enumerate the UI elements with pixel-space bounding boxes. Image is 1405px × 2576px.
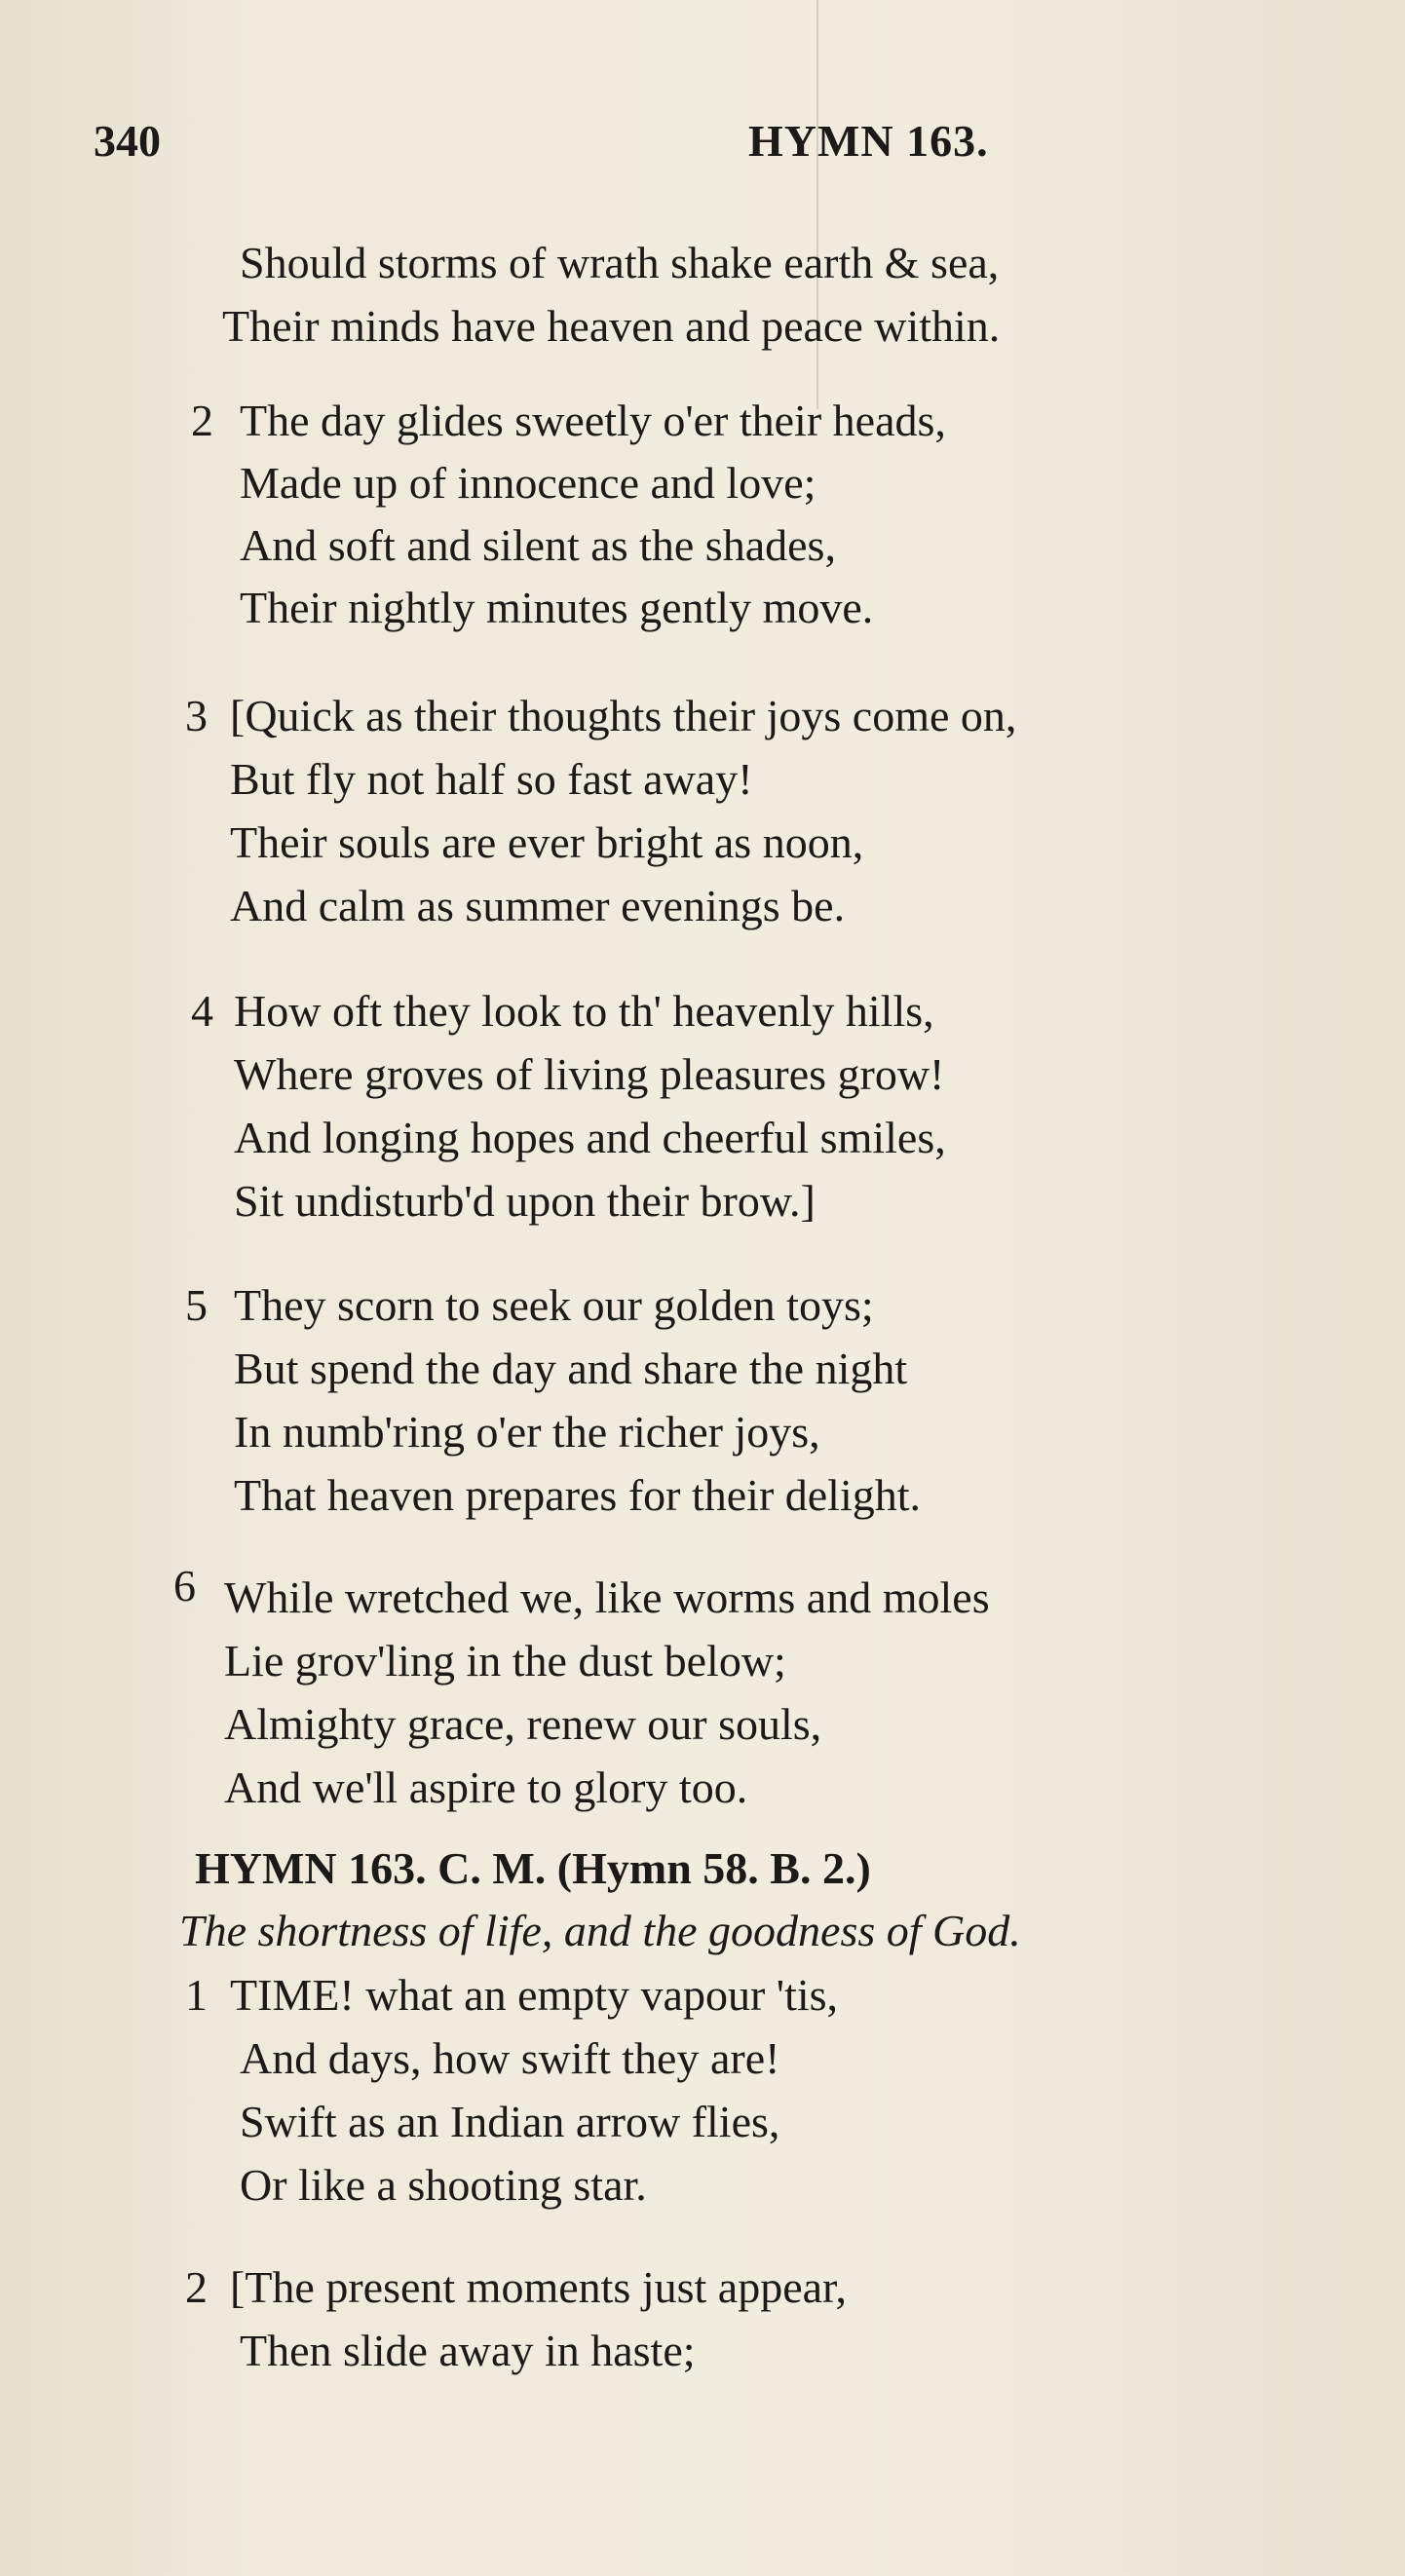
stanza-number: 2 bbox=[185, 2262, 208, 2312]
hymn-subtitle: The shortness of life, and the goodness of God. bbox=[179, 1906, 1021, 1955]
page-number: 340 bbox=[94, 116, 161, 166]
stanza-line: [Quick as their thoughts their joys come on, bbox=[230, 691, 1017, 740]
stanza-number: 1 bbox=[185, 1970, 208, 2020]
stanza-line: Sit undisturb'd upon their brow.] bbox=[234, 1176, 816, 1226]
stanza-line: TIME! what an empty vapour 'tis, bbox=[230, 1970, 839, 2020]
stanza-number: 2 bbox=[191, 396, 213, 445]
stanza-line: How oft they look to th' heavenly hills, bbox=[234, 986, 934, 1036]
stanza-line: Where groves of living pleasures grow! bbox=[234, 1049, 945, 1099]
stanza-line: Their souls are ever bright as noon, bbox=[230, 817, 864, 867]
stanza-line: While wretched we, like worms and moles bbox=[224, 1572, 990, 1622]
stanza-number: 3 bbox=[185, 691, 208, 740]
stanza-line: But spend the day and share the night bbox=[234, 1344, 908, 1393]
running-head: HYMN 163. bbox=[748, 116, 989, 166]
stanza-number: 6 bbox=[173, 1561, 196, 1610]
stanza-line: Should storms of wrath shake earth & sea, bbox=[240, 238, 1000, 287]
page-header bbox=[94, 115, 1311, 173]
stanza-line: And calm as summer evenings be. bbox=[230, 881, 846, 930]
stanza-line: Almighty grace, renew our souls, bbox=[224, 1699, 822, 1749]
stanza-line: Made up of innocence and love; bbox=[240, 458, 816, 508]
stanza-line: They scorn to seek our golden toys; bbox=[234, 1280, 874, 1330]
stanza-line: Swift as an Indian arrow flies, bbox=[240, 2097, 780, 2146]
stanza-line: Or like a shooting star. bbox=[240, 2160, 647, 2210]
stanza-line: Then slide away in haste; bbox=[240, 2326, 696, 2375]
stanza-line: [The present moments just appear, bbox=[230, 2262, 848, 2312]
stanza-line: Lie grov'ling in the dust below; bbox=[224, 1636, 786, 1686]
stanza-line: And days, how swift they are! bbox=[240, 2033, 780, 2083]
stanza-line: In numb'ring o'er the richer joys, bbox=[234, 1407, 820, 1457]
stanza-line: And longing hopes and cheerful smiles, bbox=[234, 1113, 946, 1162]
stanza-line: The day glides sweetly o'er their heads, bbox=[240, 396, 946, 445]
stanza-number: 5 bbox=[185, 1280, 208, 1330]
stanza-line: That heaven prepares for their delight. bbox=[234, 1470, 922, 1520]
stanza-number: 4 bbox=[191, 986, 213, 1036]
hymn-heading: HYMN 163. C. M. (Hymn 58. B. 2.) bbox=[195, 1843, 871, 1893]
stanza-line: And soft and silent as the shades, bbox=[240, 520, 836, 570]
stanza-line: Their minds have heaven and peace within. bbox=[222, 301, 1001, 351]
stanza-line: And we'll aspire to glory too. bbox=[224, 1762, 748, 1812]
stanza-line: Their nightly minutes gently move. bbox=[240, 583, 874, 632]
stanza-line: But fly not half so fast away! bbox=[230, 754, 753, 804]
